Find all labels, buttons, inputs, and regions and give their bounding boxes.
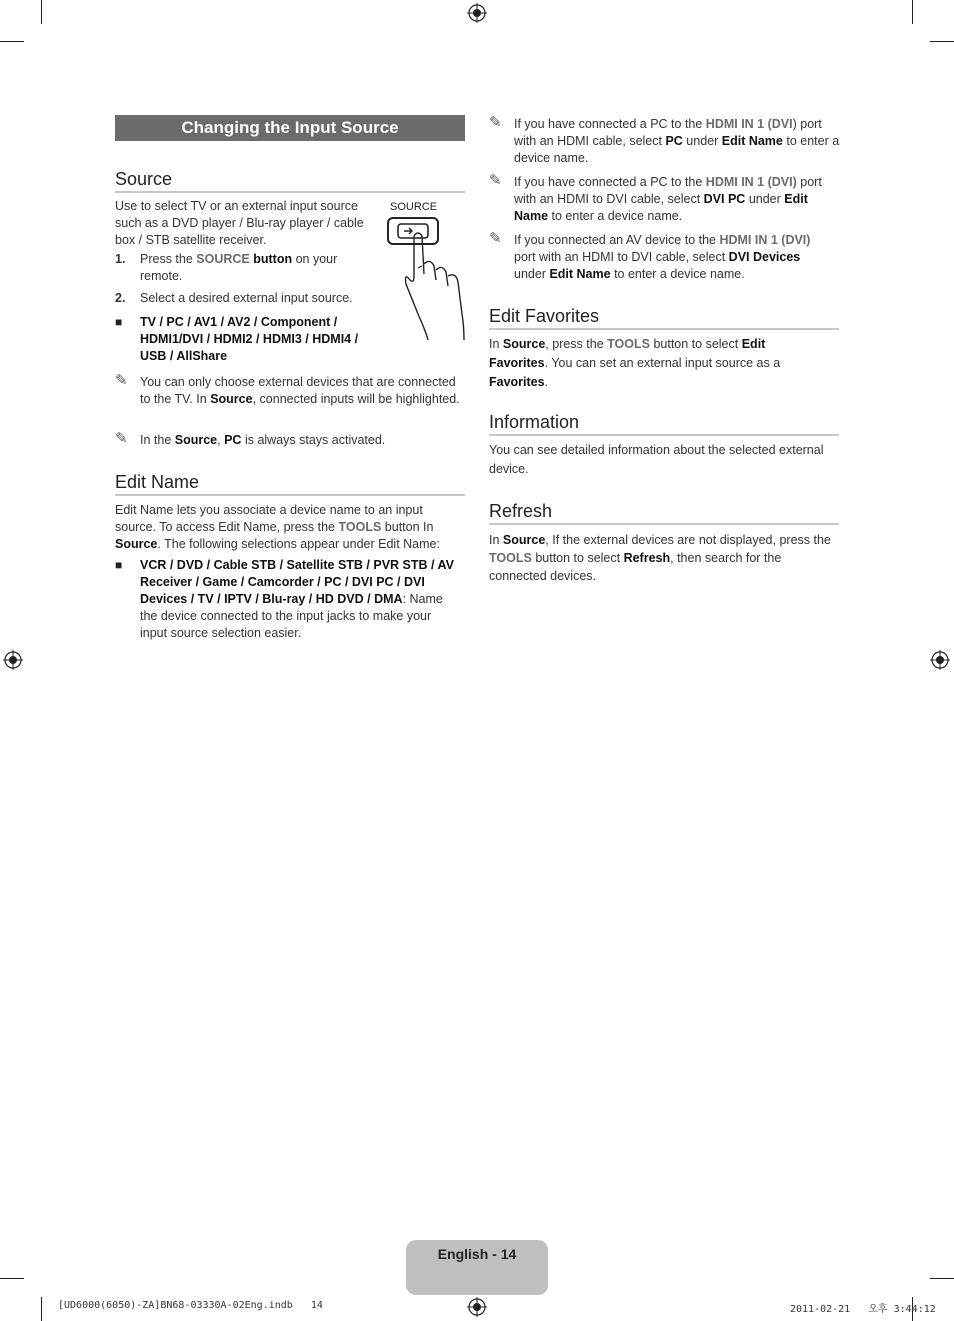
pc-dvi-note: If you have connected a PC to the HDMI IN 1 (DVI) port with an HDMI to DVI cable, select DVI PC under Edit Name to enter a device name. bbox=[514, 175, 822, 223]
edit-favorites-text: In Source, press the TOOLS button to select Edit Favorites. You can set an external input source as a Favorites. bbox=[489, 337, 781, 389]
step-2-text: Select a desired external input source. bbox=[140, 291, 353, 305]
note-pencil-icon: ✎ bbox=[489, 114, 502, 131]
edit-name-heading: Edit Name bbox=[115, 471, 465, 496]
note-pencil-icon: ✎ bbox=[489, 230, 502, 247]
print-slug-timestamp: 2011-02-21 오후 3:44:12 bbox=[790, 1304, 936, 1315]
registration-mark-right-icon bbox=[930, 650, 950, 670]
step-1-text: Press the SOURCE button on your remote. bbox=[140, 252, 338, 283]
note-pencil-icon: ✎ bbox=[115, 430, 128, 447]
source-intro: Use to select TV or an external input source such as a DVD player / Blu-ray player / cable box / STB satellite receiver. bbox=[115, 199, 364, 247]
remote-source-label: SOURCE bbox=[390, 201, 438, 213]
refresh-heading: Refresh bbox=[489, 500, 839, 525]
refresh-text: In Source, If the external devices are not displayed, press the TOOLS button to select Refresh, then search for the connected devices. bbox=[489, 533, 831, 583]
source-heading: Source bbox=[115, 168, 465, 193]
note-pencil-icon: ✎ bbox=[489, 172, 502, 189]
source-note-1: You can only choose external devices that are connected to the TV. In Source, connected inputs will be highlighted. bbox=[140, 375, 460, 406]
av-dvi-note: If you connected an AV device to the HDMI IN 1 (DVI) port with an HDMI to DVI cable, select DVI Devices under Edit Name to enter a device name. bbox=[514, 233, 811, 281]
step-1-number: 1. bbox=[115, 252, 126, 266]
bullet-square-icon: ■ bbox=[115, 558, 123, 572]
source-note-2: In the Source, PC is always stays activated. bbox=[140, 433, 386, 447]
edit-favorites-heading: Edit Favorites bbox=[489, 305, 839, 330]
pc-hdmi-note: If you have connected a PC to the HDMI IN 1 (DVI) port with an HDMI cable, select PC under Edit Name to enter a device name. bbox=[514, 117, 840, 165]
note-pencil-icon: ✎ bbox=[115, 372, 128, 389]
edit-name-intro: Edit Name lets you associate a device name to an input source. To access Edit Name, press the TOOLS button In Source. The following selections appear under Edit Name: bbox=[115, 503, 440, 551]
print-slug-filename: [UD6000(6050)-ZA]BN68-03330A-02Eng.indb 14 bbox=[58, 1300, 323, 1311]
information-text: You can see detailed information about the selected external device. bbox=[489, 443, 824, 476]
hand-pressing-source-button-icon bbox=[384, 214, 468, 342]
bullet-square-icon: ■ bbox=[115, 315, 123, 329]
information-heading: Information bbox=[489, 411, 839, 436]
registration-mark-left-icon bbox=[3, 650, 23, 670]
step-2-number: 2. bbox=[115, 291, 126, 305]
registration-mark-bottom-icon bbox=[467, 1297, 487, 1317]
page-number: English - 14 bbox=[437, 1246, 517, 1262]
registration-mark-top-icon bbox=[467, 3, 487, 23]
source-input-list: TV / PC / AV1 / AV2 / Component / HDMI1/DVI / HDMI2 / HDMI3 / HDMI4 / USB / AllShare bbox=[140, 315, 359, 363]
page-title-banner: Changing the Input Source bbox=[115, 115, 465, 141]
edit-name-device-list: VCR / DVD / Cable STB / Satellite STB / PVR STB / AV Receiver / Game / Camcorder / PC / DVI PC / DVI Devices / TV / IPTV / Blu-ray / HD DVD / DMA: Name the device connected to the input jacks to make your input source selection easier. bbox=[140, 558, 454, 640]
